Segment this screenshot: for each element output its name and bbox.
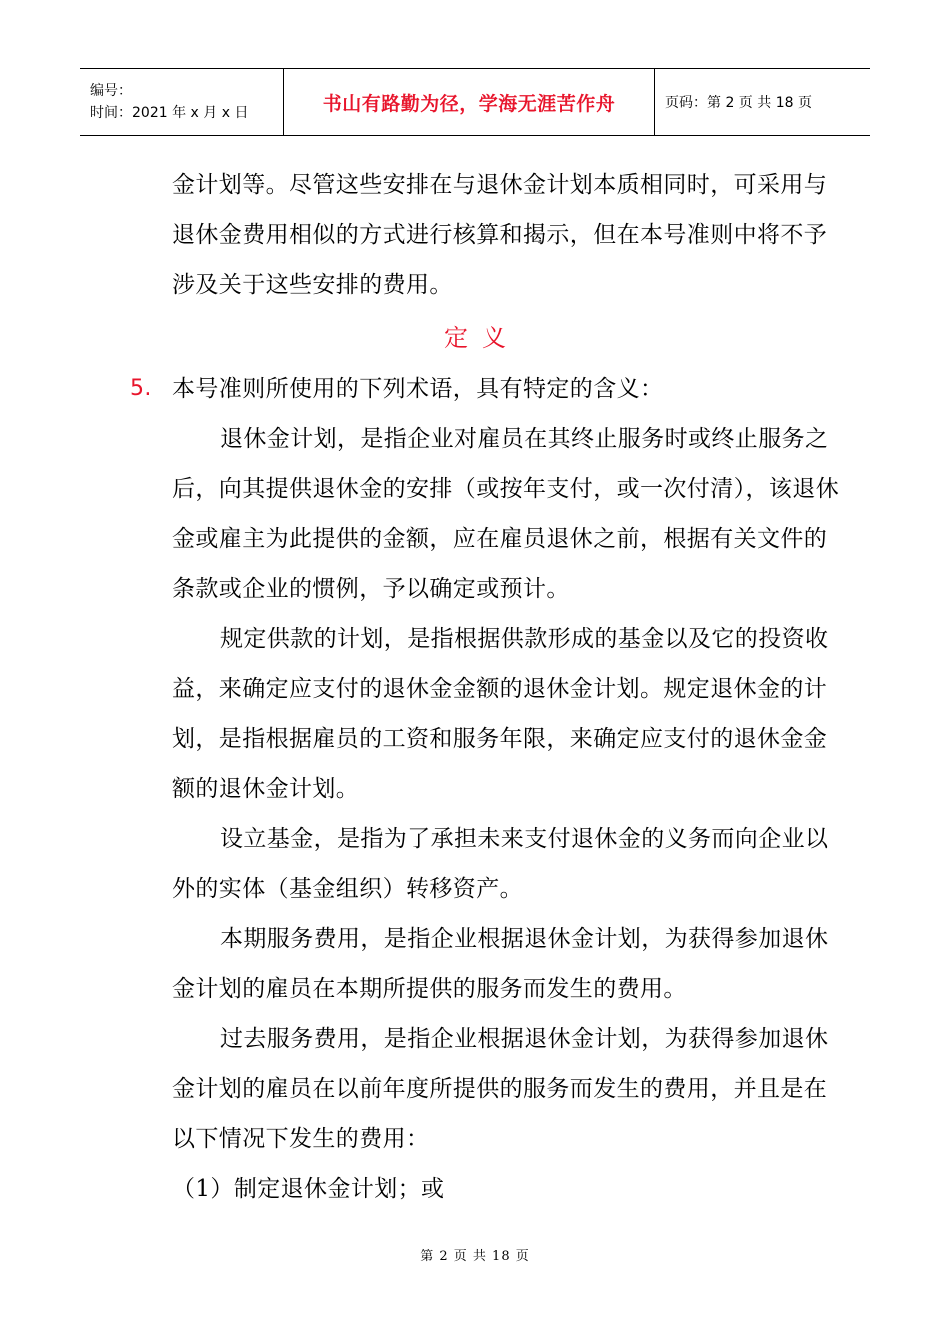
document-body	[0, 160, 950, 1214]
document-number-label: 编号：	[90, 83, 132, 99]
item-5-text: 本号准则所使用的下列术语，具有特定的含义：	[172, 376, 664, 402]
header-motto	[283, 69, 655, 135]
document-date: 时间：2021 年 x 月 x 日	[90, 105, 249, 121]
definition-funding: 设立基金，是指为了承担未来支付退休金的义务而向企业以外的实体（基金组织）转移资产。	[172, 826, 829, 902]
section-heading: 定义	[444, 324, 520, 352]
header-page-info	[655, 69, 870, 135]
definition-pension-plan: 退休金计划，是指企业对雇员在其终止服务时或终止服务之后，向其提供退休金的安排（或按年支付，或一次付清），该退休金或雇主为此提供的金额，应在雇员退休之前，根据有关文件的条款或企业的惯例，予以确定或预计。	[172, 426, 840, 602]
page-header	[80, 68, 870, 136]
paragraph-continued: 金计划等。尽管这些安排在与退休金计划本质相同时，可采用与退休金费用相似的方式进行核算和揭示，但在本号准则中将不予涉及关于这些安排的费用。	[172, 172, 828, 298]
header-meta	[80, 69, 283, 135]
motto-text: 书山有路勤为径，学海无涯苦作舟	[322, 92, 616, 115]
page-info-text: 页码：第 2 页 共 18 页	[665, 95, 812, 111]
definition-current-service-cost: 本期服务费用，是指企业根据退休金计划，为获得参加退休金计划的雇员在本期所提供的服务而发生的费用。	[172, 926, 829, 1002]
item-5	[130, 364, 842, 414]
page-footer: 第 2 页 共 18 页	[420, 1249, 530, 1264]
list-item-1: （1）制定退休金计划；或	[172, 1176, 445, 1202]
item-number: 5.	[130, 376, 152, 401]
definition-defined-contribution: 规定供款的计划，是指根据供款形成的基金以及它的投资收益，来确定应支付的退休金金额的退休金计划。规定退休金的计划，是指根据雇员的工资和服务年限，来确定应支付的退休金金额的退休金计划。	[172, 626, 829, 802]
definition-past-service-cost: 过去服务费用，是指企业根据退休金计划，为获得参加退休金计划的雇员在以前年度所提供的服务而发生的费用，并且是在以下情况下发生的费用：	[172, 1026, 829, 1152]
